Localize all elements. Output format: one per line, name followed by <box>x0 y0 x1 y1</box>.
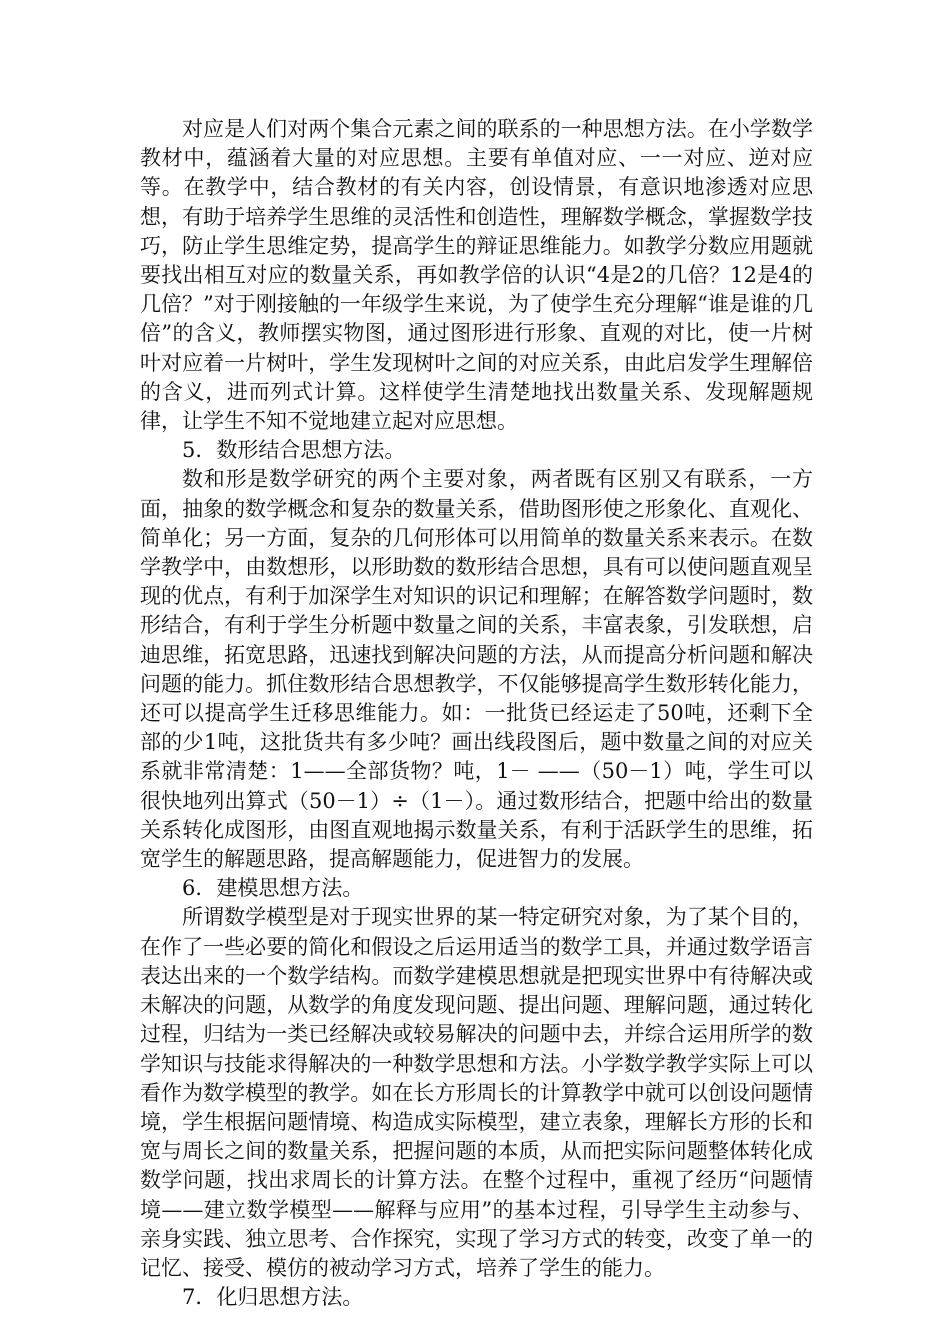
section-heading-7: 7．化归思想方法。 <box>182 1285 364 1310</box>
paragraph-number-shape-body: 数和形是数学研究的两个主要对象，两者既有区别又有联系，一方面，抽象的数学概念和复杂的数量关系，借助图形使之形象化、直观化、简单化；另一方面，复杂的几何形体可以用简单的数量关系来表示。在数学教学中，由数想形，以形助数的数形结合思想，具有可以使问题直观呈现的优点，有利于加深学生对知识的识记和理解；在解答数学问题时，数形结合，有利于学生分析题中数量之间的关系，丰富表象，引发联想，启迪思维，拓宽思路，迅速找到解决问题的方法，从而提高分析问题和解决问题的能力。抓住数形结合思想教学，不仅能够提高学生数形转化能力，还可以提高学生迁移思维能力。如：一批货已经运走了50吨，还剩下全部的少1吨，这批货共有多少吨？画出线段图后，题中数量之间的对应关系就非常清楚：1——全部货物？吨，1－ ——（50－1）吨，学生可以很快地列出算式（50－1）÷（1－）。通过数形结合，把题中给出的数量关系转化成图形，由图直观地揭示数量关系，有利于活跃学生的思维，拓宽学生的解题思路，提高解题能力，促进智力的发展。 <box>140 467 813 872</box>
paragraph-modeling-body: 所谓数学模型是对于现实世界的某一特定研究对象，为了某个目的，在作了一些必要的简化和假设之后运用适当的数学工具，并通过数学语言表达出来的一个数学结构。而数学建模思想就是把现实世界中有待解决或未解决的问题，从数学的角度发现问题、提出问题、理解问题，通过转化过程，归结为一类已经解决或较易解决的问题中去，并综合运用所学的数学知识与技能求得解决的一种数学思想和方法。小学数学教学实际上可以看作为数学模型的教学。如在长方形周长的计算教学中就可以创设问题情境，学生根据问题情境、构造成实际模型，建立表象，理解长方形的长和宽与周长之间的数量关系，把握问题的本质，从而把实际问题整体转化成数学问题，找出求周长的计算方法。在整个过程中，重视了经历“问题情境——建立数学模型——解释与应用”的基本过程，引导学生主动参与、亲身实践、独立思考、合作探究，实现了学习方式的转变，改变了单一的记忆、接受、模仿的被动学习方式，培养了学生的能力。 <box>140 905 813 1280</box>
document-body <box>140 115 813 1312</box>
section-heading-5: 5．数形结合思想方法。 <box>182 438 406 463</box>
section-heading-6: 6．建模思想方法。 <box>182 876 364 901</box>
paragraph-correspondence-body: 对应是人们对两个集合元素之间的联系的一种思想方法。在小学数学教材中，蕴涵着大量的对应思想。主要有单值对应、一一对应、逆对应等。在教学中，结合教材的有关内容，创设情景，有意识地渗透对应思想，有助于培养学生思维的灵活性和创造性，理解数学概念，掌握数学技巧，防止学生思维定势，提高学生的辩证思维能力。如教学分数应用题就要找出相互对应的数量关系，再如教学倍的认识“4是2的几倍？12是4的几倍？”对于刚接触的一年级学生来说，为了使学生充分理解“谁是谁的几倍”的含义，教师摆实物图，通过图形进行形象、直观的对比，使一片树叶对应着一片树叶，学生发现树叶之间的对应关系，由此启发学生理解倍的含义，进而列式计算。这样使学生清楚地找出数量关系、发现解题规律，让学生不知不觉地建立起对应思想。 <box>140 117 813 434</box>
